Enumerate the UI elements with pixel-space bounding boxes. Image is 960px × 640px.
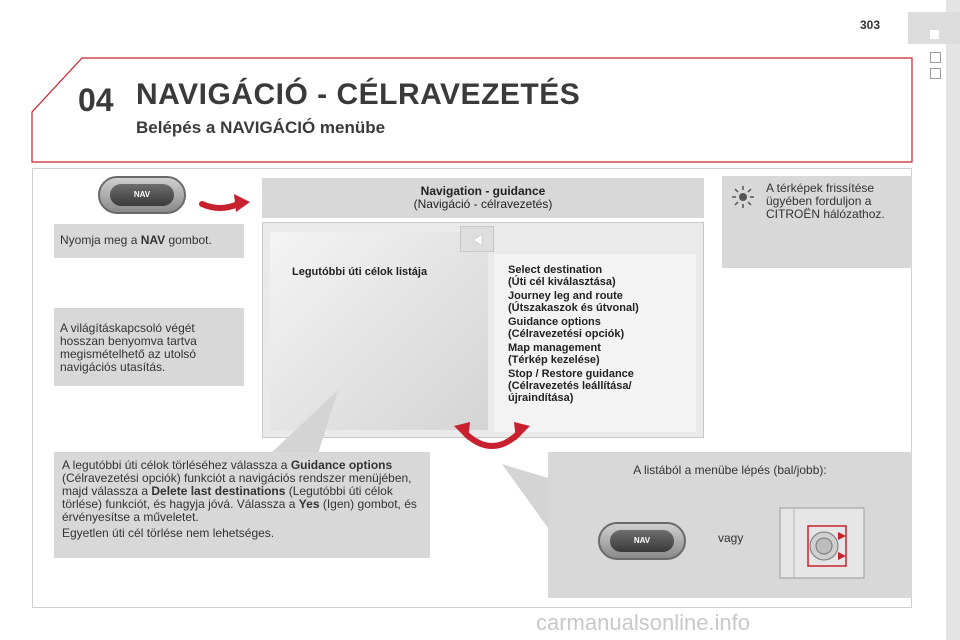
instruction-text: Nyomja meg a bbox=[60, 233, 141, 247]
nav-button-label: NAV bbox=[610, 530, 674, 552]
recent-destinations-title[interactable]: Legutóbbi úti célok listája bbox=[292, 266, 428, 278]
instruction-press-nav bbox=[54, 224, 244, 258]
menu-item-sublabel: (Útszakaszok és útvonal) bbox=[508, 302, 639, 314]
menu-item-sublabel: (Célravezetési opciók) bbox=[508, 328, 625, 340]
menu-item-select-destination[interactable] bbox=[508, 264, 694, 288]
screen-header-title: Navigation - guidance bbox=[420, 184, 546, 198]
note-text: A legutóbbi úti célok törléséhez válassza a bbox=[62, 458, 291, 472]
menu-item-label: Map management bbox=[508, 342, 601, 354]
nav-button bbox=[98, 176, 186, 214]
tip-sun-icon bbox=[732, 186, 754, 208]
note-bold: Guidance options bbox=[290, 458, 393, 472]
list-navigation-note bbox=[548, 452, 912, 598]
delete-note-paragraph bbox=[62, 459, 422, 524]
page-number: 303 bbox=[860, 18, 881, 32]
delete-destinations-note bbox=[54, 452, 430, 558]
main-menu-panel bbox=[494, 254, 696, 432]
menu-item-map-management[interactable] bbox=[508, 342, 694, 366]
red-arrow-right-icon bbox=[198, 188, 258, 218]
screen-header bbox=[262, 178, 704, 218]
page-title: NAVIGÁCIÓ - CÉLRAVEZETÉS bbox=[136, 78, 581, 111]
recent-destinations-panel bbox=[270, 232, 488, 430]
menu-item-journey-leg[interactable] bbox=[508, 290, 694, 314]
chapter-number: 04 bbox=[78, 82, 114, 118]
menu-item-sublabel: (Célravezetés leállítása/ újraindítása) bbox=[508, 380, 632, 404]
map-update-note bbox=[722, 176, 912, 268]
menu-item-label: Stop / Restore guidance bbox=[508, 368, 634, 380]
red-arrow-left-right-icon bbox=[452, 412, 536, 458]
watermark: carmanualsonline.info bbox=[536, 610, 751, 635]
instruction-bold: NAV bbox=[140, 233, 166, 247]
menu-item-label: Journey leg and route bbox=[508, 290, 623, 302]
screen-header-subtitle: (Navigáció - célravezetés) bbox=[413, 197, 553, 211]
menu-item-guidance-options[interactable] bbox=[508, 316, 694, 340]
note-bold: Yes bbox=[298, 497, 320, 511]
menu-item-sublabel: (Térkép kezelése) bbox=[508, 354, 600, 366]
note-text: (Célravezetési opciók) funkciót a navigációs rendszer menüjében, majd válassza a bbox=[62, 471, 412, 498]
note-bold: Delete last destinations bbox=[151, 484, 286, 498]
map-update-text: A térképek frissítése ügyében forduljon a CITROËN hálózathoz. bbox=[766, 181, 885, 221]
menu-item-stop-restore[interactable] bbox=[508, 368, 694, 404]
menu-item-label: Guidance options bbox=[508, 316, 601, 328]
steering-wheel-controls-icon bbox=[780, 508, 864, 578]
note-text: (Igen) gombot, és érvényesítse a műveletet. bbox=[62, 497, 417, 524]
back-tab[interactable] bbox=[460, 226, 494, 252]
main-menu-list bbox=[508, 264, 694, 404]
delete-note-paragraph-2: Egyetlen úti cél törlése nem lehetséges. bbox=[62, 526, 275, 540]
page-subtitle: Belépés a NAVIGÁCIÓ menübe bbox=[136, 118, 386, 137]
menu-item-sublabel: (Úti cél kiválasztása) bbox=[508, 276, 616, 288]
instruction-hold: A világításkapcsoló végét hosszan benyomva tartva megismételhető az utolsó navigációs utasítás. bbox=[54, 308, 244, 386]
or-label: vagy bbox=[718, 531, 744, 545]
nav-button-label: NAV bbox=[110, 184, 174, 206]
instruction-text: gombot. bbox=[165, 233, 212, 247]
nav-button bbox=[598, 522, 686, 560]
note-text: (Legutóbbi úti célok törlése) funkciót, és hagyja jóvá. Válassza a bbox=[62, 484, 393, 511]
back-arrow-icon bbox=[471, 233, 485, 247]
menu-item-label: Select destination bbox=[508, 264, 603, 276]
list-note-text: A listából a menübe lépés (bal/jobb): bbox=[633, 463, 827, 477]
